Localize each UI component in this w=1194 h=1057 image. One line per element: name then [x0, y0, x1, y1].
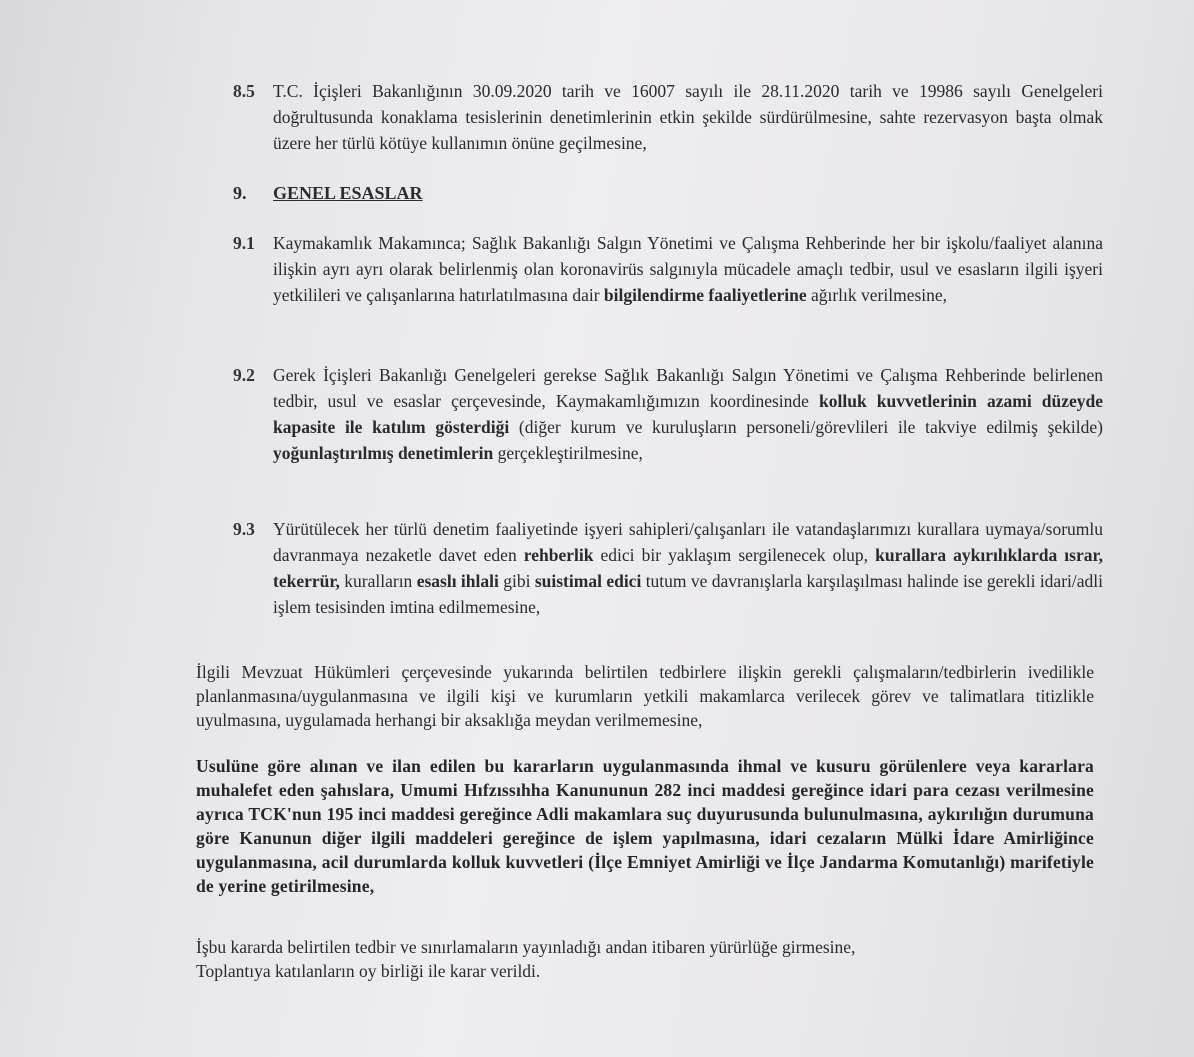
article-number: 9.1 [233, 233, 255, 253]
bold-run: kurallara aykırılıklarda ısrar, tekerrür, [273, 545, 1104, 591]
closing-line-2: Toplantıya katılanların oy birliği ile karar verildi. [196, 961, 541, 981]
text-run: ağırlık verilmesine, [806, 285, 948, 305]
section-heading [233, 183, 423, 204]
bold-run: kolluk kuvvetlerinin azami düzeyde kapasite ile katılım gösterdiği [273, 391, 1103, 437]
text-run: gibi [498, 571, 535, 591]
section-title: GENEL ESASLAR [273, 183, 423, 203]
text-run: gerçekleştirilmesine, [493, 443, 643, 463]
article-text [273, 516, 1103, 620]
article-9-3 [233, 516, 1103, 620]
article-text: T.C. İçişleri Bakanlığının 30.09.2020 tarih ve 16007 sayılı ile 28.11.2020 tarih ve 19986 sayılı Genelgeleri doğrultusunda konaklama tesislerinin denetimlerinin etkin şekilde sürdürülmesine, sahte rezervasyon başta olmak üzere her türlü kötüye kullanımın önüne geçilmesine, [273, 81, 1103, 153]
text-run: Yürütülecek her türlü denetim faaliyetinde işyeri sahipleri/çalışanları ile vatandaşlarımızı kurallara uymaya/sorumlu davranmaya nezaketle davet eden [273, 519, 1103, 565]
mevzuat-paragraph: İlgili Mevzuat Hükümleri çerçevesinde yukarında belirtilen tedbirlere ilişkin gerekli çalışmaların/tedbirlerin ivedilikle planlanmasına/uygulanmasına ve ilgili kişi ve kurumların yetkili makamlarca verilecek görev ve talimatlara titizlikle uyulmasına, uygulamada herhangi bir aksaklığa meydan verilmemesine, [196, 662, 1094, 730]
text-run: Kaymakamlık Makamınca; Sağlık Bakanlığı Salgın Yönetimi ve Çalışma Rehberinde her bir işkolu/faaliyet alanına ilişkin ayrı ayrı olarak belirlenmiş olan koronavirüs salgınıyla mücadele amaçlı tedbir, usul ve esasların ilgili işyeri yetkilileri ve çalışanlarına hatırlatılmasına dair [273, 233, 1103, 305]
article-text [273, 230, 1103, 308]
article-8-5 [233, 78, 1103, 156]
text-run: tutum ve davranışlarla karşılaşılması halinde ise gerekli idari/adli işlem tesisinden imtina edilmemesine, [273, 571, 1103, 617]
article-number: 8.5 [233, 81, 255, 101]
article-9-1 [233, 230, 1103, 308]
text-run: Gerek İçişleri Bakanlığı Genelgeleri gerekse Sağlık Bakanlığı Salgın Yönetimi ve Çalışma Rehberinde belirlenen tedbir, usul ve esaslar çerçevesinde, Kaymakamlığımızın koordinesinde [273, 365, 1103, 411]
bold-run: esaslı ihlali [416, 571, 499, 591]
article-number: 9.3 [233, 519, 255, 539]
bold-run: suistimal edici [534, 571, 642, 591]
bold-run: yoğunlaştırılmış denetimlerin [273, 443, 494, 463]
bold-run: bilgilendirme faaliyetlerine [603, 285, 807, 305]
article-9-2 [233, 362, 1103, 466]
closing-line-1: İşbu kararda belirtilen tedbir ve sınırlamaların yayınladığı andan itibaren yürürlüğe girmesine, [196, 937, 856, 957]
closing-paragraph [196, 935, 1094, 983]
bold-run: rehberlik [523, 545, 594, 565]
text-run: edici bir yaklaşım sergilenecek olup, [593, 545, 876, 565]
text-run: (diğer kurum ve kuruluşların personeli/görevlileri ile takviye edilmiş şekilde) [509, 417, 1103, 437]
penalty-paragraph: Usulüne göre alınan ve ilan edilen bu kararların uygulanmasında ihmal ve kusuru görülenlere veya kararlara muhalefet eden şahıslara, Umumi Hıfzıssıhha Kanununun 282 inci maddesi gereğince idari para cezası verilmesine ayrıca TCK'nun 195 inci maddesi gereğince Adli makamlara suç duyurusunda bulunulmasına, aykırılığın durumuna göre Kanunun diğer ilgili maddeleri gereğince de işlem yapılmasına, idari cezaların Mülki İdare Amirliğince uygulanmasına, acil durumlarda kolluk kuvvetleri (İlçe Emniyet Amirliği ve İlçe Jandarma Komutanlığı) marifetiyle de yerine getirilmesine, [196, 756, 1094, 896]
text-run: kuralların [339, 571, 417, 591]
article-text [273, 362, 1103, 466]
article-number: 9.2 [233, 365, 255, 385]
section-number: 9. [233, 183, 247, 203]
